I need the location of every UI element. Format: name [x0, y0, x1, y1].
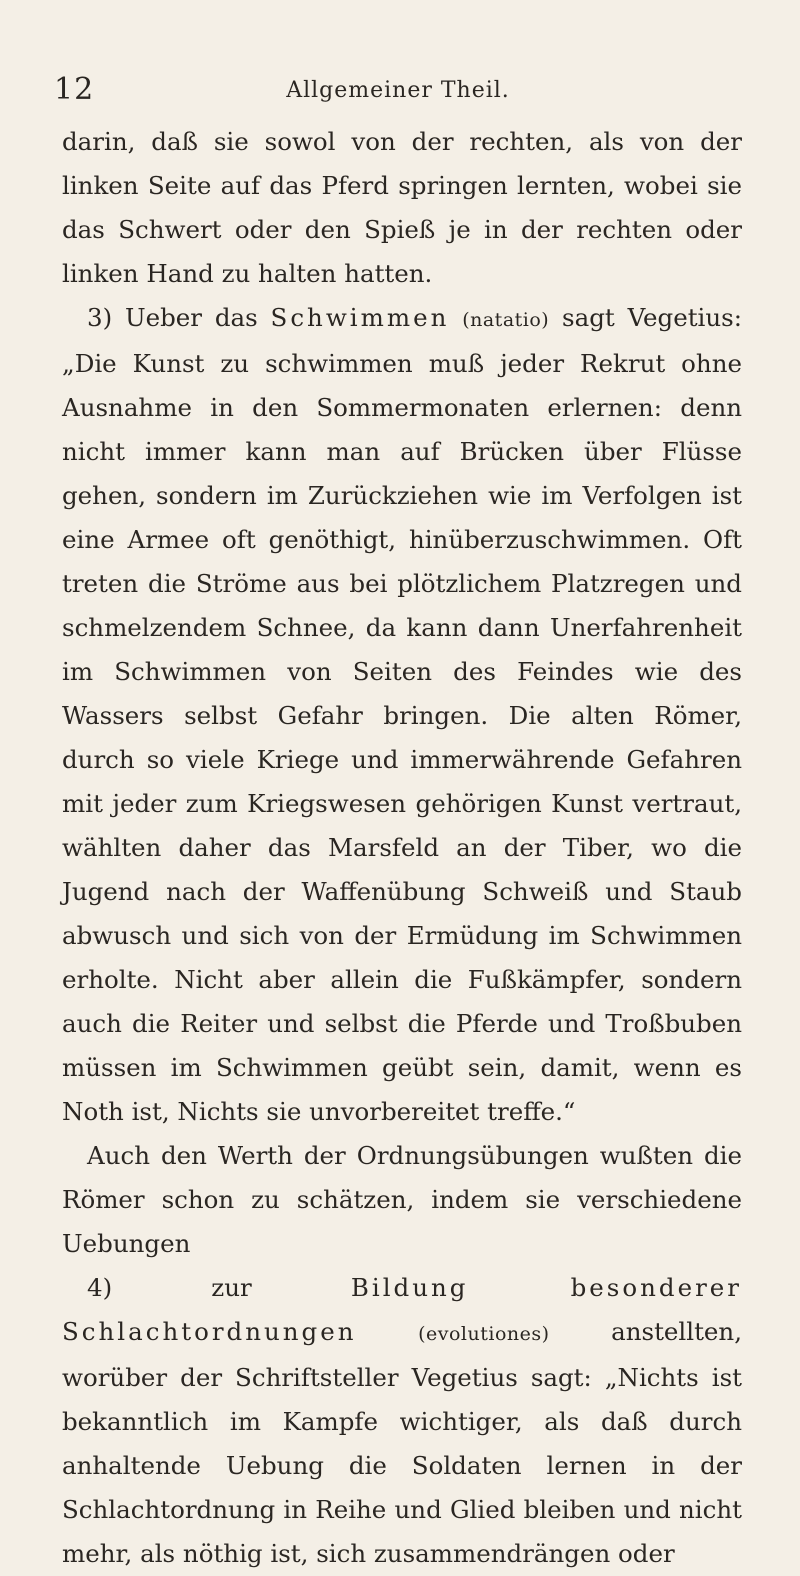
paragraph-order-exercises: Auch den Werth der Ordnungsübungen wußten die Römer schon zu schätzen, indem sie verschiedene Uebungen: [62, 1141, 742, 1258]
latin-term: (evolutiones): [418, 1323, 550, 1345]
running-head: Allgemeiner Theil.: [286, 78, 510, 103]
paragraph-continuation: darin, daß sie sowol von der rechten, als von der linken Seite auf das Pferd springen lernten, wobei sie das Schwert oder den Spieß je in der rechten oder linken Hand zu halten hatten.: [62, 127, 742, 288]
paragraph-swimming: [62, 296, 742, 1134]
paragraph-text: sagt Vegetius: „Die Kunst zu schwimmen muß jeder Rekrut ohne Ausnahme in den Sommermonaten erlernen: denn nicht immer kann man auf Brücken über Flüsse gehen, sondern im Zurückziehen wie im Verfolgen ist eine Armee oft genöthigt, hinüberzuschwimmen. Oft treten die Ströme aus bei plötzlichem Platzregen und schmelzendem Schnee, da kann dann Unerfahrenheit im Schwimmen von Seiten des Feindes wie des Wassers selbst Gefahr bringen. Die alten Römer, durch so viele Kriege und immerwährende Gefahren mit jeder zum Kriegswesen gehörigen Kunst vertraut, wählten daher das Marsfeld an der Tiber, wo die Jugend nach der Waffenübung Schweiß und Staub abwusch und sich von der Ermüdung im Schwimmen erholte. Nicht aber allein die Fußkämpfer, sondern auch die Reiter und selbst die Pferde und Troßbuben müssen im Schwimmen geübt sein, damit, wenn es Noth ist, Nichts sie unvorbereitet treffe.“: [62, 303, 742, 1126]
paragraph-text: anstellten, worüber der Schriftsteller Vegetius sagt: „Nichts ist bekanntlich im Kampfe wichtiger, als daß durch anhaltende Uebung die Soldaten lernen in der Schlachtordnung in Reihe und Glied bleiben und nicht mehr, als nöthig ist, sich zusammendrängen oder: [62, 1317, 742, 1568]
page-number: 12: [54, 72, 95, 107]
paragraph-formations: [62, 1266, 742, 1576]
section-term: Bildung besonderer Schlachtordnungen: [62, 1273, 742, 1346]
body-text: [62, 120, 742, 1576]
section-lead: 3) Ueber das: [87, 303, 258, 332]
latin-term: (natatio): [462, 309, 550, 331]
section-term: Schwimmen: [270, 303, 450, 332]
section-lead: 4) zur: [87, 1273, 252, 1302]
page-header: [54, 68, 742, 120]
